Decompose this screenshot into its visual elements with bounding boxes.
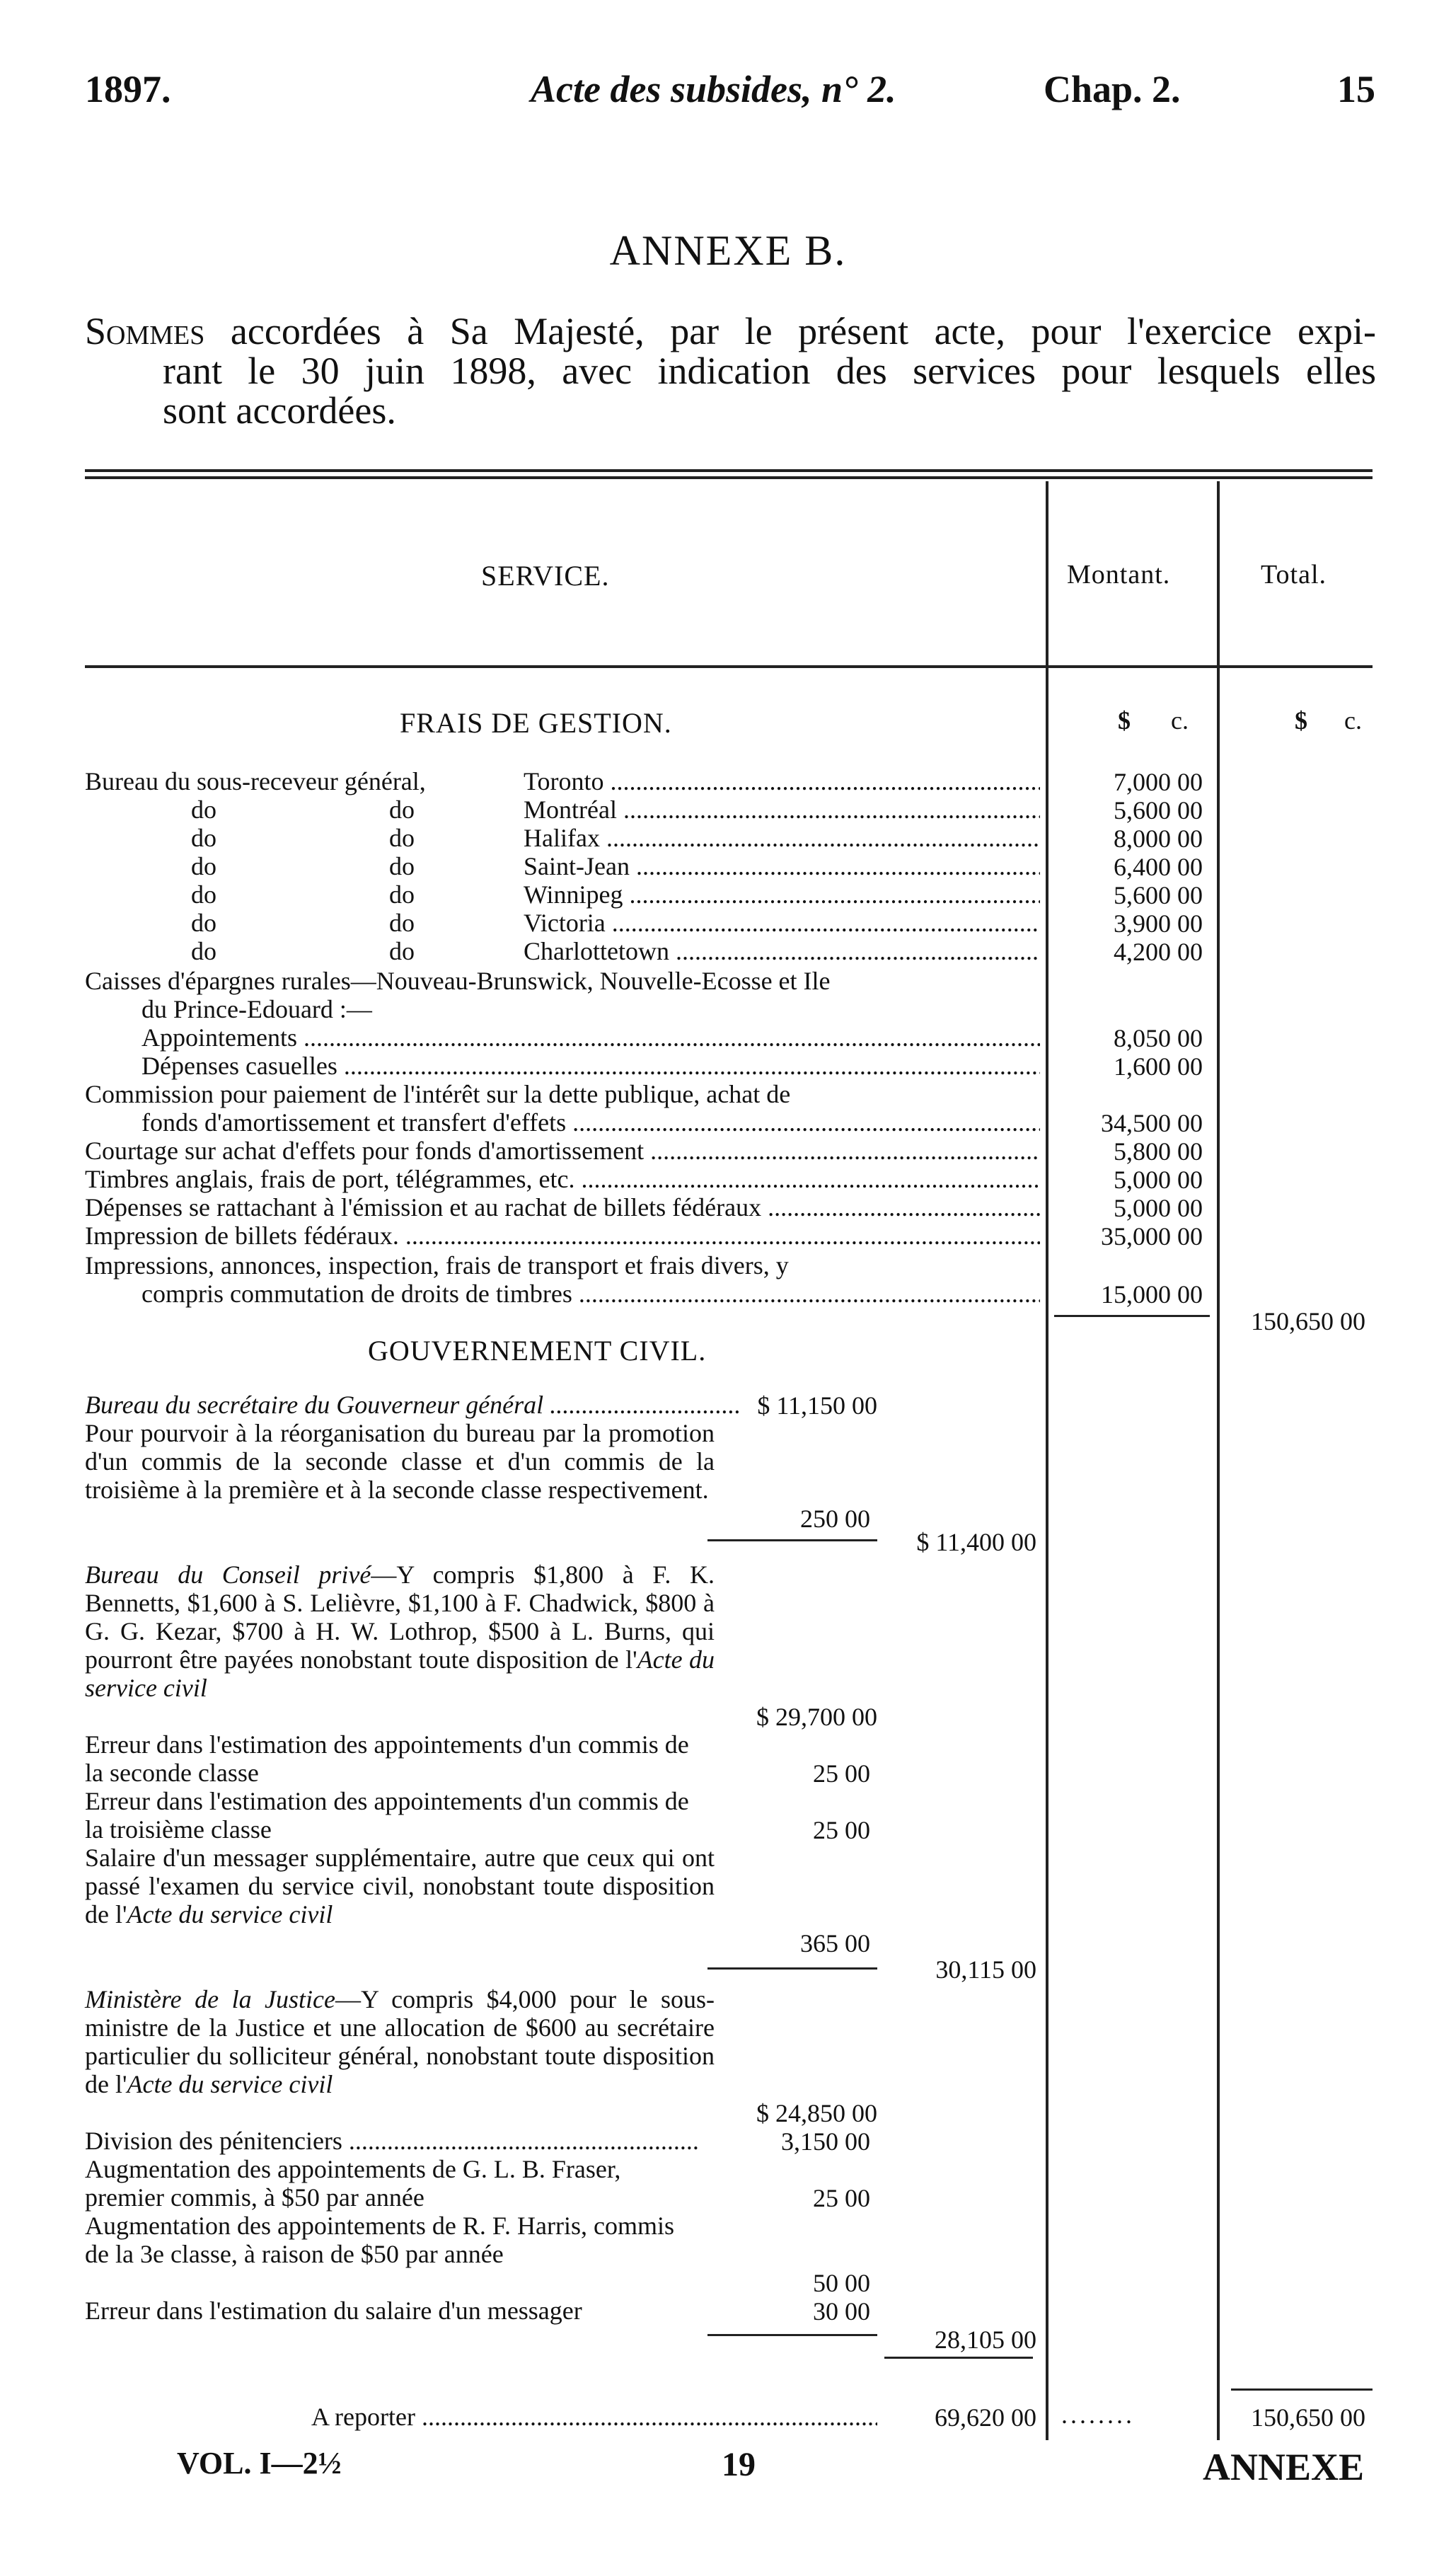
ditto-mark: do (191, 880, 216, 909)
impression-label: Impression de billets fédéraux. ..... (85, 1221, 1040, 1250)
bureau-city: Charlottetown ..... (524, 937, 1040, 965)
intro-line-1: accordées à Sa Majesté, par le présent acte, pour l'exercice expi- (230, 310, 1377, 352)
total-sum-rule (1231, 2388, 1373, 2391)
report-montant-dots: ........ (1061, 2401, 1135, 2429)
gouverneur-total: $ 11,400 00 (916, 1528, 1036, 1556)
montant-cents-label: c. (1171, 706, 1189, 735)
header-year: 1897. (85, 68, 171, 110)
emission-amount: 5,000 00 (1114, 1194, 1203, 1222)
justice-act: Acte du service civil (127, 2070, 333, 2098)
ditto-mark: do (389, 880, 415, 909)
montant-subtotal-rule (1054, 1315, 1210, 1317)
bureau-city: Victoria ..... (524, 909, 1040, 937)
justice-sub5: 30 00 (813, 2297, 870, 2326)
bureau-city: Toronto ..... (524, 767, 1040, 795)
footer-catchword: ANNEXE (1203, 2446, 1365, 2488)
column-header-montant: Montant. (1067, 560, 1171, 590)
report-montant: 69,620 00 (935, 2403, 1036, 2432)
frais-total: 150,650 00 (1251, 1307, 1365, 1335)
column-header-service: SERVICE. (481, 560, 610, 592)
table-header-rule (85, 665, 1373, 668)
courtage-label: Courtage sur achat d'effets pour fonds d'amortissement ..... (85, 1137, 1040, 1165)
bureau-city: Saint-Jean ..... (524, 852, 1040, 880)
depenses-casuelles-label: Dépenses casuelles ..... (141, 1052, 1040, 1080)
section-heading-frais: FRAIS DE GESTION. (400, 707, 672, 739)
intro-paragraph (85, 311, 1376, 430)
page-title: ANNEXE B. (609, 227, 847, 274)
conseil-sub3: 25 00 (813, 1816, 870, 1844)
ditto-mark: do (389, 852, 415, 880)
justice-sub4: 50 00 (813, 2269, 870, 2297)
justice-sum-rule (707, 2334, 877, 2336)
bureau-amount: 5,600 00 (1114, 796, 1203, 824)
conseil-salaire-text: Salaire d'un messager supplémentaire, autre que ceux qui ont passé l'examen du service civil, nonobstant toute disposition de l' (85, 1844, 715, 1928)
bureau-amount: 6,400 00 (1114, 853, 1203, 881)
ditto-mark: do (389, 937, 415, 965)
timbres-amount: 5,000 00 (1114, 1166, 1203, 1194)
ditto-mark: do (191, 909, 216, 937)
conseil-total: 30,115 00 (935, 1955, 1036, 1984)
report-total: 150,650 00 (1251, 2403, 1365, 2432)
caisses-line-2: du Prince-Edouard :— (141, 995, 372, 1023)
intro-lead-word: Sommes (85, 310, 205, 352)
justice-messager: Erreur dans l'estimation du salaire d'un messager (85, 2296, 582, 2325)
report-label: A reporter ..... (311, 2403, 877, 2431)
emission-label: Dépenses se rattachant à l'émission et au rachat de billets fédéraux ..... (85, 1193, 1040, 1221)
column-header-total: Total. (1261, 560, 1327, 590)
justice-total: 28,105 00 (935, 2326, 1036, 2354)
ditto-mark: do (389, 824, 415, 852)
total-dollar-sign: $ (1295, 706, 1307, 735)
bureau-amount: 8,000 00 (1114, 824, 1203, 853)
bureau-label: Bureau du sous-receveur général, (85, 767, 426, 795)
bureau-amount: 4,200 00 (1114, 938, 1203, 966)
commission-line-1: Commission pour paiement de l'intérêt sur la dette publique, achat de (85, 1080, 791, 1108)
conseil-text-body: —Y compris $1,800 à F. K. Bennetts, $1,600 à S. Lelièvre, $1,100 à F. Chadwick, $800 à G. G. Kezar, $700 à H. W. Lothrop, $500 à L. Burns, qui pourront être payées nonobstant toute disposition de l' (85, 1560, 715, 1674)
ditto-mark: do (191, 795, 216, 824)
justice-text (85, 1985, 715, 2098)
conseil-erreur-1: Erreur dans l'estimation des appointements d'un commis de la seconde classe (85, 1730, 689, 1787)
impressions-line-1: Impressions, annonces, inspection, frais de transport et frais divers, y (85, 1251, 789, 1280)
bureau-amount: 7,000 00 (1114, 768, 1203, 796)
intro-line-3: sont accordées. (163, 389, 396, 432)
appointements-label: Appointements ..... (141, 1023, 1040, 1052)
footer-signature: 19 (722, 2446, 756, 2483)
intro-line-2: rant le 30 juin 1898, avec indication des services pour lesquels elles (163, 350, 1376, 392)
ditto-mark: do (191, 852, 216, 880)
conseil-erreur-2: Erreur dans l'estimation des appointements d'un commis de la troisième classe (85, 1787, 689, 1844)
gouverneur-sum-rule (707, 1539, 877, 1541)
footer-volume: VOL. I—2½ (177, 2446, 342, 2480)
conseil-sub4: 365 00 (800, 1929, 870, 1958)
justice-fraser: Augmentation des appointements de G. L. B. Fraser, premier commis, à $50 par année (85, 2155, 621, 2212)
gouverneur-sub2: 250 00 (800, 1505, 870, 1533)
ditto-mark: do (389, 795, 415, 824)
conseil-text (85, 1560, 715, 1702)
gouverneur-title: Bureau du secrétaire du Gouverneur général ..... (85, 1391, 739, 1419)
conseil-title: Bureau du Conseil privé (85, 1560, 371, 1589)
ditto-mark: do (191, 937, 216, 965)
justice-title: Ministère de la Justice (85, 1985, 335, 2013)
bureau-city: Winnipeg ..... (524, 880, 1040, 909)
header-chapter: Chap. 2. (1044, 68, 1181, 110)
appointements-amount: 8,050 00 (1114, 1024, 1203, 1052)
justice-sub2: 3,150 00 (781, 2127, 870, 2156)
conseil-act: Acte du service civil (85, 1645, 715, 1702)
depenses-casuelles-amount: 1,600 00 (1114, 1052, 1203, 1081)
report-sum-rule (884, 2357, 1033, 2359)
table-top-rule-double (85, 476, 1373, 479)
justice-sub1: $ 24,850 00 (756, 2099, 877, 2127)
total-cents-label: c. (1344, 706, 1362, 735)
gouverneur-text: Pour pourvoir à la réorganisation du bureau par la promotion d'un commis de la seconde classe et d'un commis de la troisième à la première et à la seconde classe respectivement. (85, 1419, 715, 1504)
column-divider-montant (1046, 481, 1048, 2440)
bureau-city: Halifax ..... (524, 824, 1040, 852)
conseil-act-2: Acte du service civil (127, 1900, 333, 1928)
section-heading-gouvernement: GOUVERNEMENT CIVIL. (368, 1335, 707, 1367)
impressions-amount: 15,000 00 (1101, 1280, 1203, 1309)
gouverneur-sub1: $ 11,150 00 (757, 1391, 877, 1420)
caisses-line-1: Caisses d'épargnes rurales—Nouveau-Brunswick, Nouvelle-Ecosse et Ile (85, 967, 831, 995)
impressions-line-2: compris commutation de droits de timbres ..... (141, 1280, 1040, 1308)
table-top-rule (85, 469, 1373, 472)
conseil-sum-rule (707, 1967, 877, 1970)
justice-penitenciers: Division des pénitenciers ..... (85, 2127, 700, 2155)
impression-amount: 35,000 00 (1101, 1222, 1203, 1251)
ditto-mark: do (389, 909, 415, 937)
justice-harris: Augmentation des appointements de R. F. Harris, commis de la 3e classe, à raison de $50 par année (85, 2212, 674, 2268)
timbres-label: Timbres anglais, frais de port, télégrammes, etc. ..... (85, 1165, 1040, 1193)
commission-line-2: fonds d'amortissement et transfert d'effets ..... (141, 1108, 1040, 1137)
ditto-mark: do (191, 824, 216, 852)
header-page-number: 15 (1337, 68, 1375, 110)
column-divider-total (1217, 481, 1220, 2440)
commission-amount: 34,500 00 (1101, 1109, 1203, 1137)
conseil-sub1: $ 29,700 00 (756, 1703, 877, 1731)
conseil-sub2: 25 00 (813, 1759, 870, 1788)
justice-sub3: 25 00 (813, 2184, 870, 2212)
conseil-salaire (85, 1844, 715, 1928)
bureau-amount: 5,600 00 (1114, 881, 1203, 909)
bureau-amount: 3,900 00 (1114, 909, 1203, 938)
courtage-amount: 5,800 00 (1114, 1137, 1203, 1166)
montant-dollar-sign: $ (1118, 706, 1131, 735)
justice-text-body: —Y compris $4,000 pour le sous-ministre de la Justice et une allocation de $600 au secrétaire particulier du solliciteur général, nonobstant toute disposition de l' (85, 1985, 715, 2098)
bureau-city: Montréal ..... (524, 795, 1040, 824)
header-act-title: Acte des subsides, n° 2. (531, 68, 896, 110)
